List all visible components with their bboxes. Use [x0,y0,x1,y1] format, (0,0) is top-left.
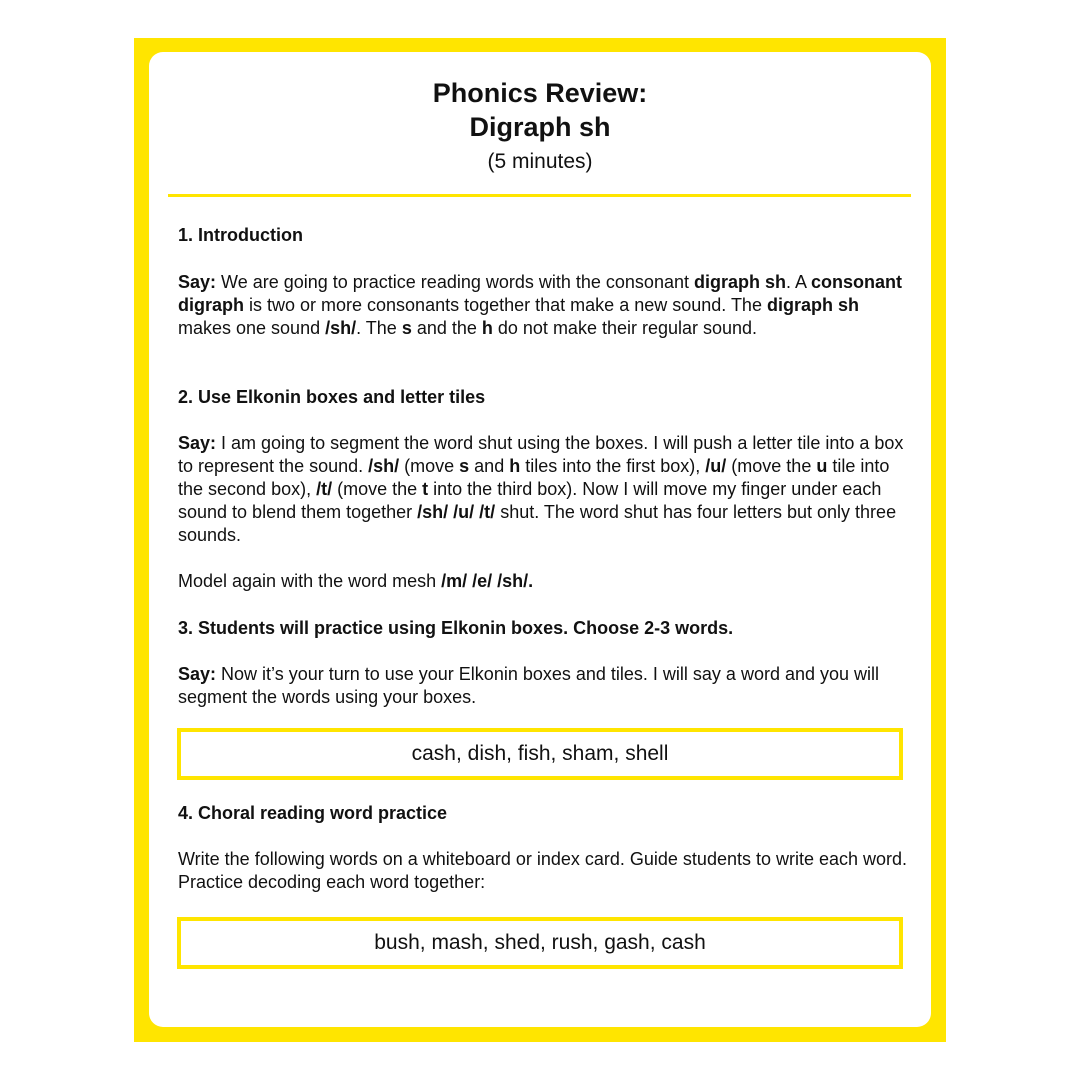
bold-run: h [481,318,493,338]
bold-run: digraph sh [693,272,786,292]
bold-run: h [509,456,521,476]
bold-run: /sh/ [325,318,357,338]
title-divider [168,194,911,197]
text-run: tiles into the first box), [520,456,706,476]
bold-run: /sh/ /u/ /t/ [417,502,496,522]
text-run: is two or more consonants together that make a new sound. The [244,295,767,315]
lesson-card [149,52,931,1027]
text-run: . A [786,272,812,292]
bold-run: s [401,318,412,338]
page-title-line1: Phonics Review: [432,78,648,108]
bold-run: digraph sh [766,295,859,315]
text-run: . The [356,318,402,338]
text-run: Model again with the word mesh [178,571,442,591]
section-4-paragraph: Write the following words on a whiteboard or index card. Guide students to write each word. Practice decoding each word together: [178,849,908,892]
bold-run: /t/ [316,479,333,499]
page-title-line2: Digraph sh [469,112,611,142]
bold-run: u [816,456,828,476]
word-list-box-1: cash, dish, fish, sham, shell [177,728,903,780]
say-label: Say: [178,272,217,292]
bold-run: /m/ /e/ /sh/. [441,571,534,591]
bold-run: /sh/ [368,456,400,476]
text-run: (move the [332,479,423,499]
section-2-heading: 2. Use Elkonin boxes and letter tiles [178,387,486,407]
section-1-paragraph [178,271,908,340]
duration-label: (5 minutes) [487,150,593,173]
bold-run: s [459,456,470,476]
text-run: do not make their regular sound. [492,318,758,338]
section-2-paragraph [178,432,908,547]
word-list-box-2: bush, mash, shed, rush, gash, cash [177,917,903,969]
say-label: Say: [178,433,217,453]
text-run: (move [399,456,460,476]
text-run: Now it’s your turn to use your Elkonin boxes and tiles. I will say a word and you will segment the words using your boxes. [178,664,880,707]
text-run: shut. The word shut has four letters but only three sounds. [178,502,897,545]
text-run: tile into the second box), [178,456,890,499]
bold-run: t [422,479,429,499]
bold-run: /u/ [705,456,727,476]
section-1-heading: 1. Introduction [178,225,303,245]
text-run: and [469,456,510,476]
bold-run: consonant digraph [178,272,903,315]
text-run: makes one sound [178,318,326,338]
say-label: Say: [178,664,217,684]
text-run: I am going to segment the word shut using the boxes. I will push a letter tile into a box to represent the sound. [178,433,904,476]
section-3-paragraph [178,663,908,709]
text-run: and the [411,318,482,338]
text-run: We are going to practice reading words with the consonant [216,272,694,292]
text-run: (move the [726,456,817,476]
section-4-heading: 4. Choral reading word practice [178,803,448,823]
section-3-heading: 3. Students will practice using Elkonin boxes. Choose 2-3 words. [178,618,734,638]
model-again-line [178,570,908,593]
text-run: into the third box). Now I will move my finger under each sound to blend them together [178,479,882,522]
